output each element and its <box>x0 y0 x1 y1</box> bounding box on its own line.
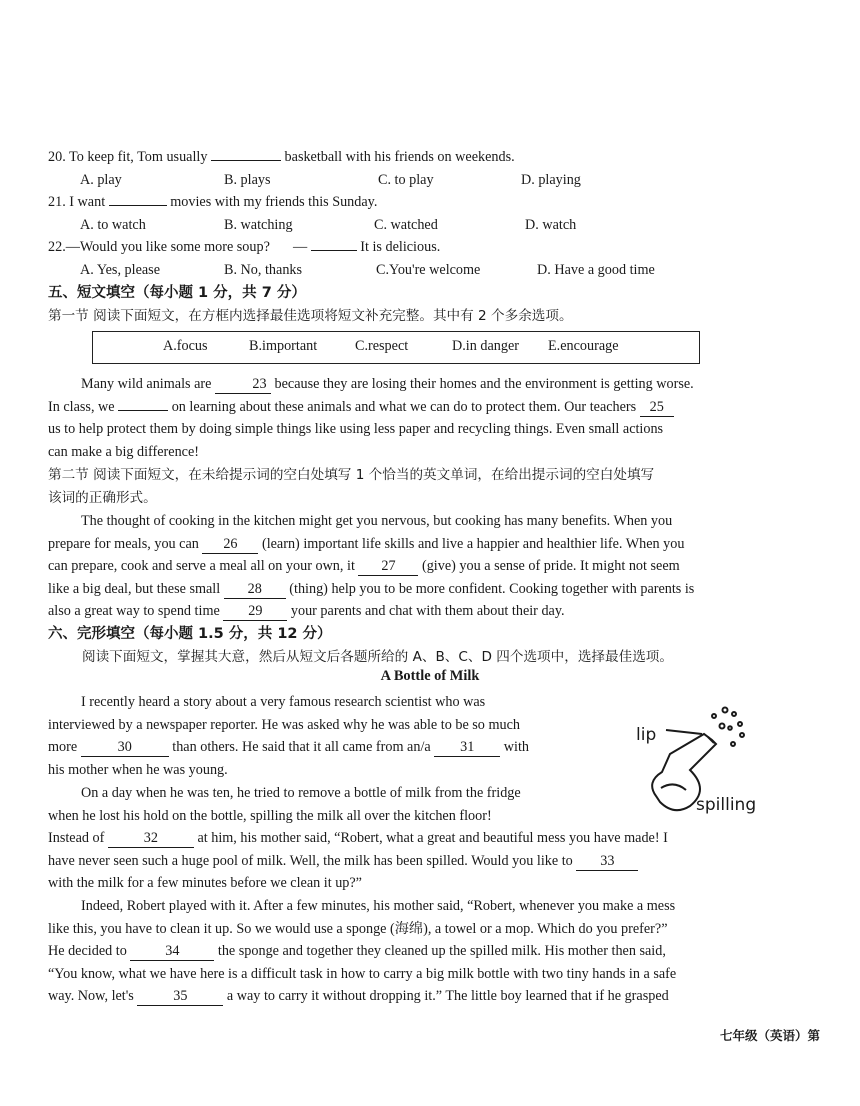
passage1-text: Many wild animals are <box>81 376 212 392</box>
box-option-a: A.focus <box>163 338 208 354</box>
blank-25: 25 <box>640 399 674 417</box>
passage2-text: (thing) help you to be more confident. Cooking together with parents is <box>289 580 695 597</box>
blank-31: 31 <box>434 739 500 757</box>
section-5-heading: 五、短文填空（每小题 1 分，共 7 分） <box>48 285 306 301</box>
q22-option-a: A. Yes, please <box>80 262 160 278</box>
blank-26: 26 <box>202 536 258 554</box>
cloze-text: at him, his mother said, “Robert, what a great and beautiful mess you have made! I <box>197 830 668 847</box>
cloze-text: with <box>503 739 530 756</box>
q21-option-d: D. watch <box>525 217 577 233</box>
cloze-text: like this, you have to clean it up. So we would use a sponge (海绵), a towel or a mop. Which do you prefer?” <box>48 920 668 937</box>
cloze-text: than others. He said that it all came from an/a <box>172 739 431 756</box>
section-5-part2-instruction-line2: 该词的正确形式。 <box>48 490 157 506</box>
q22-option-c: C.You're welcome <box>376 262 481 278</box>
q20-option-c: C. to play <box>378 172 434 188</box>
blank-23: 23 <box>215 376 271 394</box>
passage1-text: can make a big difference! <box>48 443 199 460</box>
passage2-text: like a big deal, but these small <box>48 580 221 597</box>
passage1-text: on learning about these animals and what we can do to protect them. Our teachers <box>171 398 637 415</box>
passage1-text: In class, we <box>48 398 115 415</box>
q20-option-d: D. playing <box>521 172 581 188</box>
cloze-text: way. Now, let's <box>48 988 134 1005</box>
q22-stem-start: 22.—Would you like some more soup? <box>48 239 270 255</box>
q22-option-d: D. Have a good time <box>537 262 655 278</box>
blank-34: 34 <box>130 943 214 961</box>
passage-wild-animals <box>48 373 800 463</box>
q21-blank <box>109 205 167 206</box>
section-5-part1-instruction: 第一节 阅读下面短文，在方框内选择最佳选项将短文补充完整。其中有 2 个多余选项。 <box>48 308 573 324</box>
q21-stem-end: movies with my friends this Sunday. <box>170 194 378 210</box>
cloze-paragraph-2 <box>48 782 800 895</box>
q20-option-a: A. play <box>80 172 122 188</box>
section-5-part2-instruction-line1: 第二节 阅读下面短文，在未给提示词的空白处填写 1 个恰当的英文单词，在给出提示词的空白处填写 <box>48 467 655 483</box>
cloze-text: “You know, what we have here is a difficult task in how to carry a big milk bottle with two tiny hands in a safe <box>48 965 677 982</box>
q21-option-b: B. watching <box>224 217 293 233</box>
blank-28: 28 <box>224 581 286 599</box>
q21-option-a: A. to watch <box>80 217 146 233</box>
section-6-heading: 六、完形填空（每小题 1.5 分，共 12 分） <box>48 626 332 642</box>
cloze-text: Indeed, Robert played with it. After a few minutes, his mother said, “Robert, whenever you make a mess <box>81 898 676 914</box>
section-6-instruction: 阅读下面短文，掌握其大意，然后从短文后各题所给的 A、B、C、D 四个选项中，选择最佳选项。 <box>82 649 673 665</box>
passage2-text: The thought of cooking in the kitchen might get you nervous, but cooking has many benefits. When you <box>81 513 673 529</box>
word-option-box <box>92 331 700 364</box>
label-lip: lip <box>636 725 657 745</box>
cloze-text: Instead of <box>48 830 105 847</box>
passage1-text: us to help protect them by doing simple things like using less paper and recycling things. Even small actions <box>48 421 664 438</box>
label-spilling: spilling <box>696 795 757 815</box>
box-option-d: D.in danger <box>452 338 519 354</box>
blank-24 <box>118 410 168 411</box>
passage2-text: your parents and chat with them about their day. <box>290 603 565 620</box>
cloze-text: more <box>48 739 78 756</box>
question-21 <box>48 192 377 212</box>
q22-stem-end: It is delicious. <box>360 239 441 255</box>
box-option-e: E.encourage <box>548 338 619 354</box>
q20-stem-start: 20. To keep fit, Tom usually <box>48 149 208 165</box>
box-option-c: C.respect <box>355 338 409 354</box>
passage2-text: (learn) important life skills and live a happier and healthier life. When you <box>261 535 685 552</box>
cloze-text: On a day when he was ten, he tried to remove a bottle of milk from the fridge <box>81 785 521 801</box>
page-footer: 七年级（英语）第 <box>719 1028 820 1043</box>
box-option-b: B.important <box>249 338 318 354</box>
cloze-text: when he lost his hold on the bottle, spilling the milk all over the kitchen floor! <box>48 807 492 824</box>
cloze-text: interviewed by a newspaper reporter. He was asked why he was able to be so much <box>48 716 520 733</box>
cloze-text: He decided to <box>48 943 127 960</box>
cloze-text: I recently heard a story about a very famous research scientist who was <box>81 694 486 710</box>
cloze-paragraph-3 <box>48 895 800 1008</box>
blank-27: 27 <box>358 558 418 576</box>
cloze-text: have never seen such a huge pool of milk. Well, the milk has been spilled. Would you like to <box>48 852 573 869</box>
blank-33: 33 <box>576 853 638 871</box>
q22-option-b: B. No, thanks <box>224 262 303 278</box>
q22-dash: — <box>292 239 308 255</box>
cloze-text: his mother when he was young. <box>48 761 228 778</box>
passage1-text: because they are losing their homes and the environment is getting worse. <box>274 376 694 392</box>
question-20 <box>48 147 515 167</box>
blank-35: 35 <box>137 988 223 1006</box>
blank-32: 32 <box>108 830 194 848</box>
cloze-paragraph-1 <box>48 691 611 781</box>
q21-stem-start: 21. I want <box>48 194 106 210</box>
blank-29: 29 <box>223 603 287 621</box>
cloze-text: a way to carry it without dropping it.” The little boy learned that if he grasped <box>226 988 669 1005</box>
cloze-text: the sponge and together they cleaned up the spilled milk. His mother then said, <box>217 943 666 960</box>
passage2-text: (give) you a sense of pride. It might not seem <box>421 558 680 575</box>
question-22 <box>48 237 440 257</box>
passage2-text: prepare for meals, you can <box>48 535 199 552</box>
passage2-text: also a great way to spend time <box>48 603 220 620</box>
blank-30: 30 <box>81 739 169 757</box>
passage-title: A Bottle of Milk <box>380 668 480 684</box>
passage2-text: can prepare, cook and serve a meal all on your own, it <box>48 558 355 575</box>
q20-stem-end: basketball with his friends on weekends. <box>284 149 515 165</box>
q21-option-c: C. watched <box>374 217 438 233</box>
cloze-text: with the milk for a few minutes before we clean it up?” <box>48 875 362 892</box>
q20-blank <box>211 160 281 161</box>
q20-option-b: B. plays <box>224 172 271 188</box>
q22-blank <box>311 250 357 251</box>
passage-cooking <box>48 510 800 623</box>
